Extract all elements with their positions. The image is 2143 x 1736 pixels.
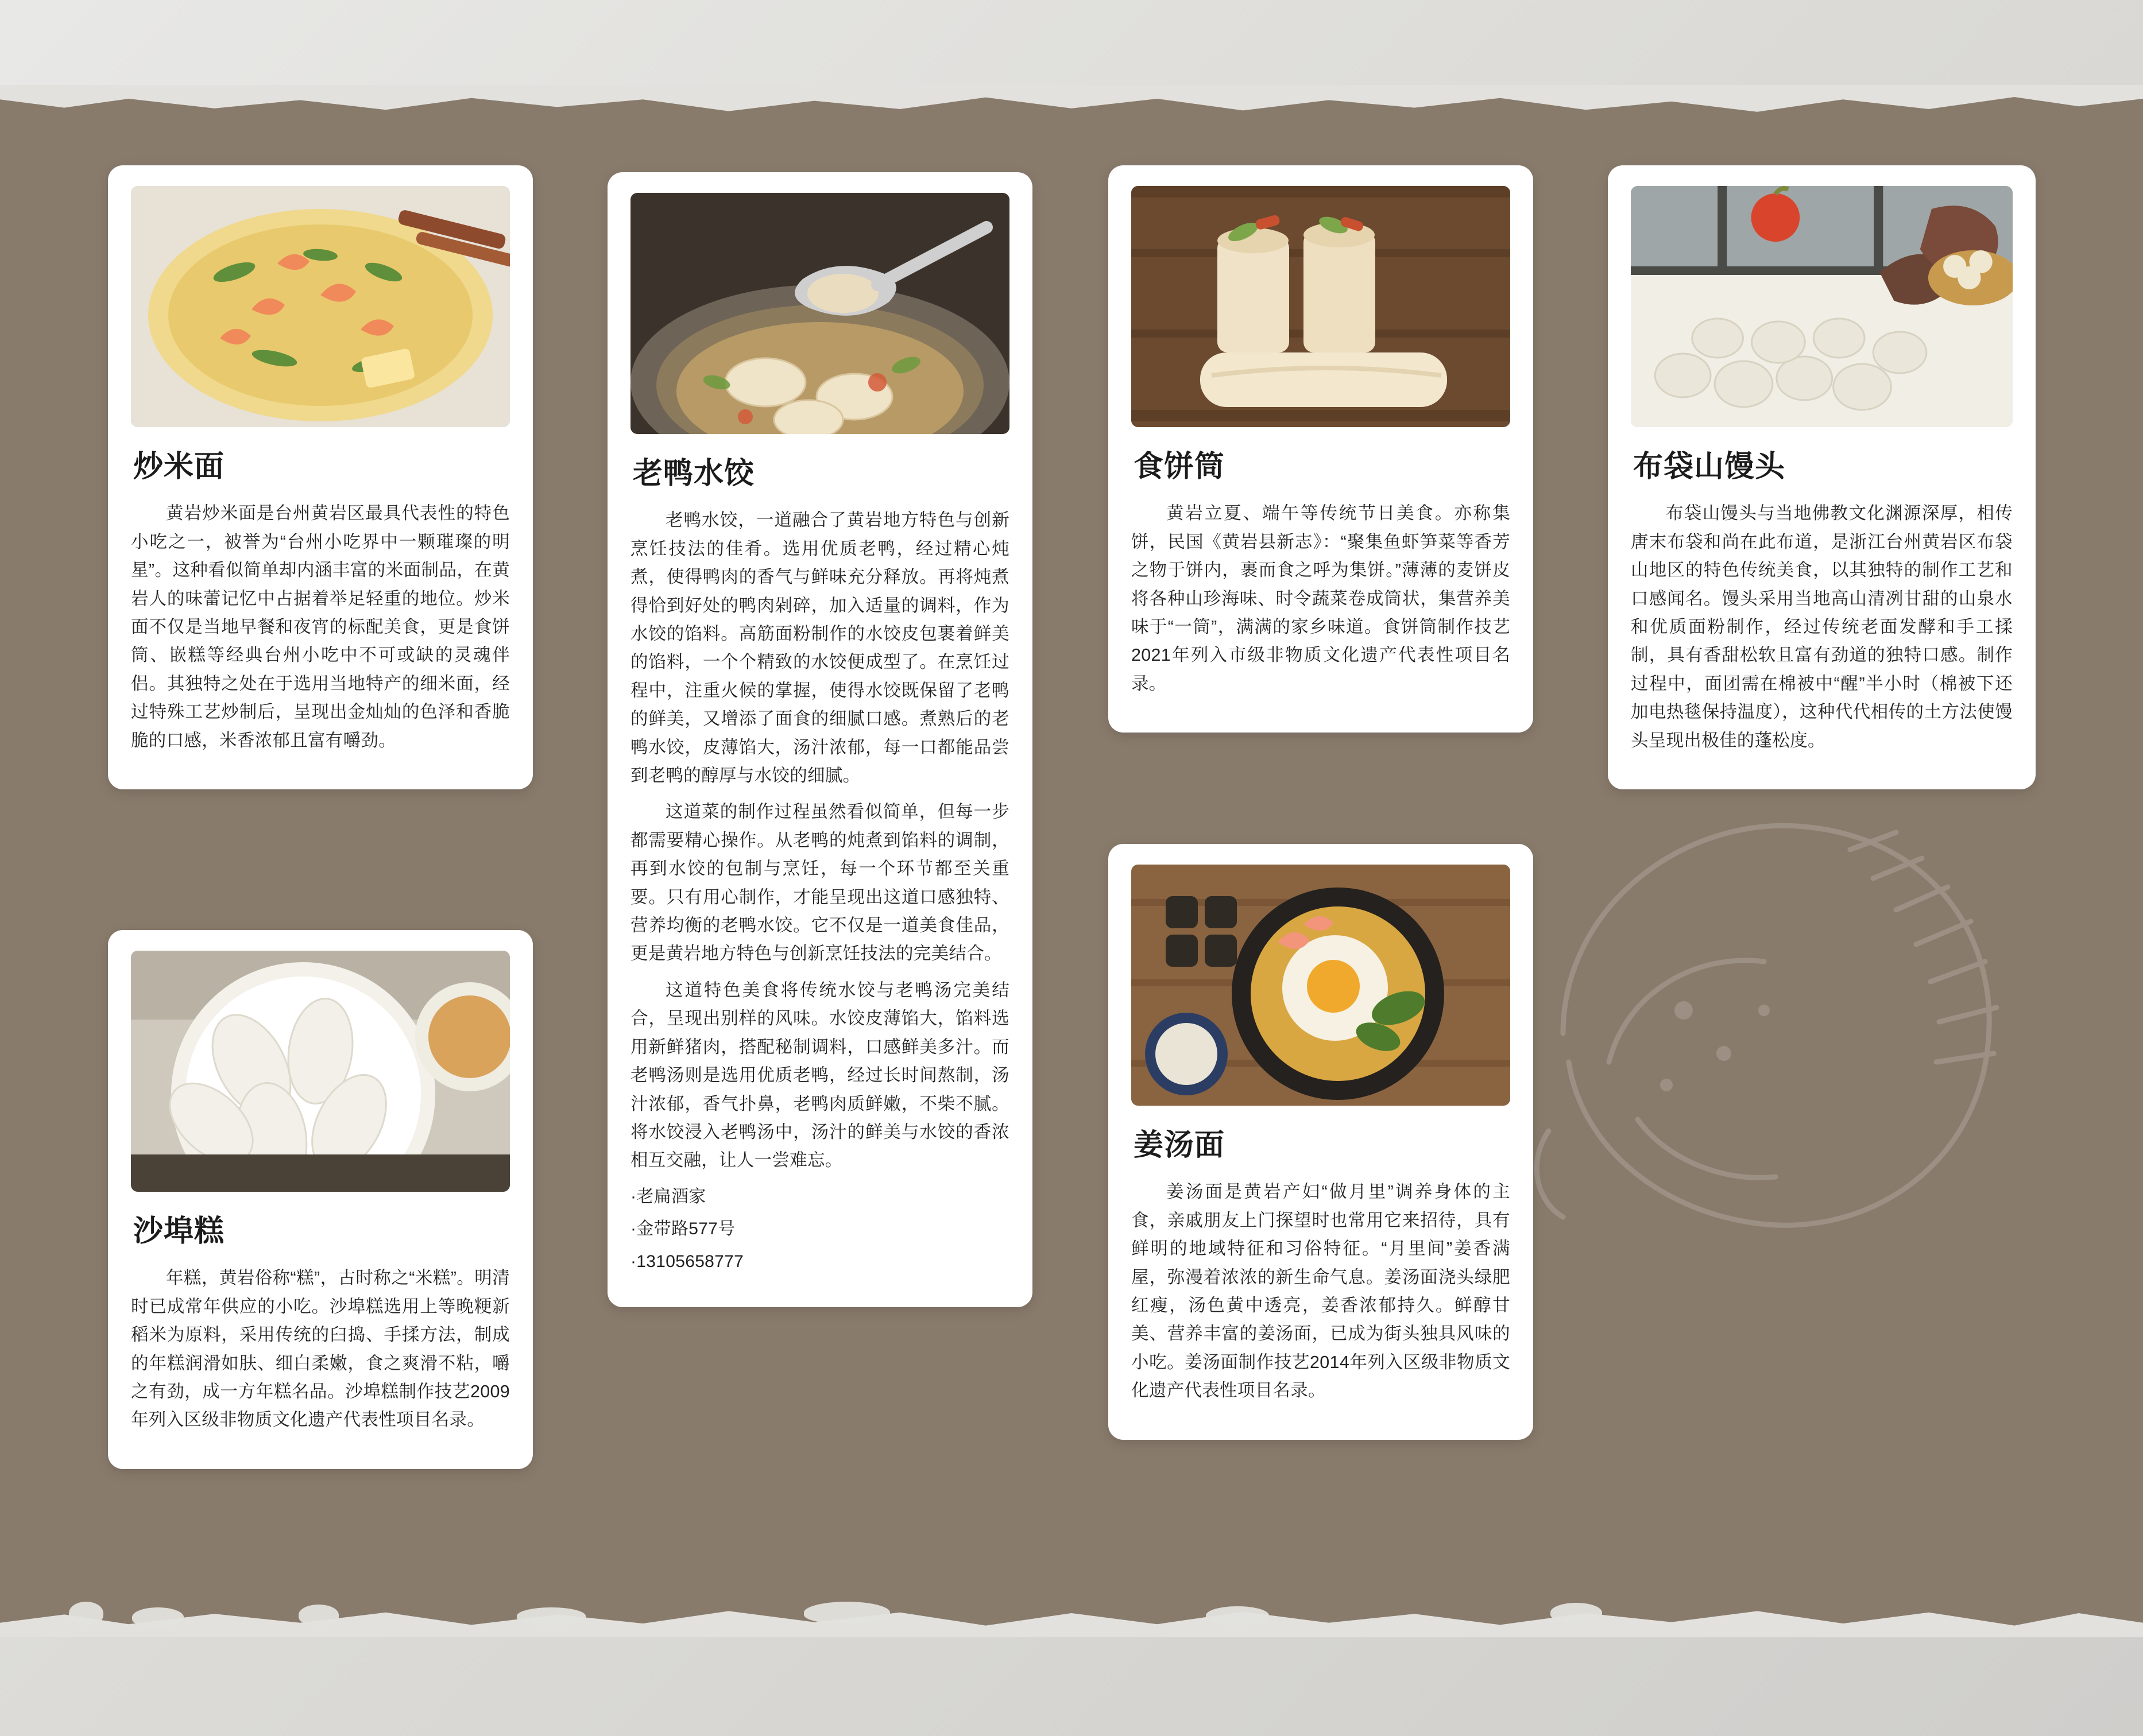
card-paragraph: 这道菜的制作过程虽然看似简单，但每一步都需要精心操作。从老鸭的炖煮到馅料的调制，再到水饺的包制与烹饪，每一个环节都至关重要。只有用心制作，才能呈现出这道口感独特、营养均衡的老鸭水饺。它不仅是一道美食佳品，更是黄岩地方特色与创新烹饪技法的完美结合。	[630, 802, 1009, 964]
card-title: 食饼筒	[1134, 450, 1225, 483]
card-contact-address: ·金带路577号	[630, 1219, 736, 1239]
ginger-soup-noodle-photo	[1131, 865, 1510, 1106]
card-laoyashuijiao[interactable]	[608, 172, 1032, 1307]
card-contact-name: ·老扁酒家	[630, 1187, 706, 1206]
card-title: 老鸭水饺	[633, 457, 755, 490]
card-paragraph: 年糕，黄岩俗称“糕”，古时称之“米糕”。明清时已成常年供应的小吃。沙埠糕选用上等晚粳新稻米为原料，采用传统的臼捣、手揉方法，制成的年糕润滑如肤、细白柔嫩，食之爽滑不粘，嚼之有劲，成一方年糕名品。沙埠糕制作技艺2009年列入区级非物质文化遗产代表性项目名录。	[131, 1268, 510, 1430]
duck-dumpling-soup-photo	[630, 193, 1009, 434]
card-title: 沙埠糕	[133, 1215, 225, 1248]
card-paragraph: 黄岩立夏、端午等传统节日美食。亦称集饼，民国《黄岩县新志》：“聚集鱼虾笋菜等香芳之物于饼内，裹而食之呼为集饼。”薄薄的麦饼皮将各种山珍海味、时令蔬菜卷成筒状，集营养美味于“一筒”，满满的家乡味道。食饼筒制作技艺2021年列入市级非物质文化遗产代表性项目名录。	[1131, 503, 1510, 693]
card-paragraph: 老鸭水饺，一道融合了黄岩地方特色与创新烹饪技法的佳肴。选用优质老鸭，经过精心炖煮，使得鸭肉的香气与鲜味充分释放。再将炖煮得恰到好处的鸭肉剁碎，加入适量的调料，作为水饺的馅料。高筋面粉制作的水饺皮包裹着鲜美的馅料，一个个精致的水饺便成型了。在烹饪过程中，注重火候的掌握，使得水饺既保留了老鸭的鲜美，又增添了面食的细腻口感。煮熟后的老鸭水饺，皮薄馅大，汤汁浓郁，每一口都能品尝到老鸭的醇厚与水饺的细腻。	[630, 510, 1009, 786]
card-title: 布袋山馒头	[1633, 450, 1786, 483]
card-jiangtangmian[interactable]	[1108, 844, 1533, 1440]
card-title: 炒米面	[133, 450, 225, 483]
spring-roll-wrap-photo	[1131, 186, 1510, 427]
card-paragraph: 布袋山馒头与当地佛教文化渊源深厚，相传唐末布袋和尚在此布道，是浙江台州黄岩区布袋山地区的特色传统美食，以其独特的制作工艺和口感闻名。馒头采用当地高山清冽甘甜的山泉水和优质面粉制作，经过传统老面发酵和手工揉制，具有香甜松软且富有劲道的独特口感。制作过程中，面团需在棉被中“醒”半小时（棉被下还加电热毯保持温度），这种代代相传的土方法使馒头呈现出极佳的蓬松度。	[1631, 503, 2013, 750]
card-paragraph: 黄岩炒米面是台州黄岩区最具代表性的特色小吃之一，被誉为“台州小吃界中一颗璀璨的明星”。这种看似简单却内涵丰富的米面制品，在黄岩人的味蕾记忆中占据着举足轻重的地位。炒米面不仅是当地早餐和夜宵的标配美食，更是食饼筒、嵌糕等经典台州小吃中不可或缺的灵魂伴侣。其独特之处在于选用当地特产的细米面，经过特殊工艺炒制后，呈现出金灿灿的色泽和香脆脆的口感，米香浓郁且富有嚼劲。	[131, 503, 510, 750]
card-chaomimian[interactable]	[108, 165, 533, 789]
rice-cake-photo	[131, 951, 510, 1192]
card-shabugao[interactable]	[108, 930, 533, 1469]
card-paragraph: 这道特色美食将传统水饺与老鸭汤完美结合，呈现出别样的风味。水饺皮薄馅大，馅料选用新鲜猪肉，搭配秘制调料，口感鲜美多汁。而老鸭汤则是选用优质老鸭，经过长时间熬制，汤汁浓郁，香气扑鼻，老鸭肉质鲜嫩，不柴不腻。将水饺浸入老鸭汤中，汤汁的鲜美与水饺的香浓相互交融，让人一尝难忘。	[630, 980, 1009, 1171]
steamed-bun-making-photo	[1631, 186, 2013, 427]
card-paragraph: 姜汤面是黄岩产妇“做月里”调养身体的主食，亲戚朋友上门探望时也常用它来招待，具有鲜明的地域特征和习俗特征。“月里间”姜香满屋，弥漫着浓浓的新生命气息。姜汤面浇头绿肥红瘦，汤色黄中透亮，姜香浓郁持久。鲜醇甘美、营养丰富的姜汤面，已成为街头独具风味的小吃。姜汤面制作技艺2014年列入区级非物质文化遗产代表性项目名录。	[1131, 1182, 1510, 1401]
fried-rice-noodles-photo	[131, 186, 510, 427]
card-contact-phone: ·13105658777	[630, 1251, 744, 1271]
card-budaishan[interactable]	[1608, 165, 2036, 789]
card-title: 姜汤面	[1134, 1129, 1225, 1162]
card-shibingtong[interactable]	[1108, 165, 1533, 733]
